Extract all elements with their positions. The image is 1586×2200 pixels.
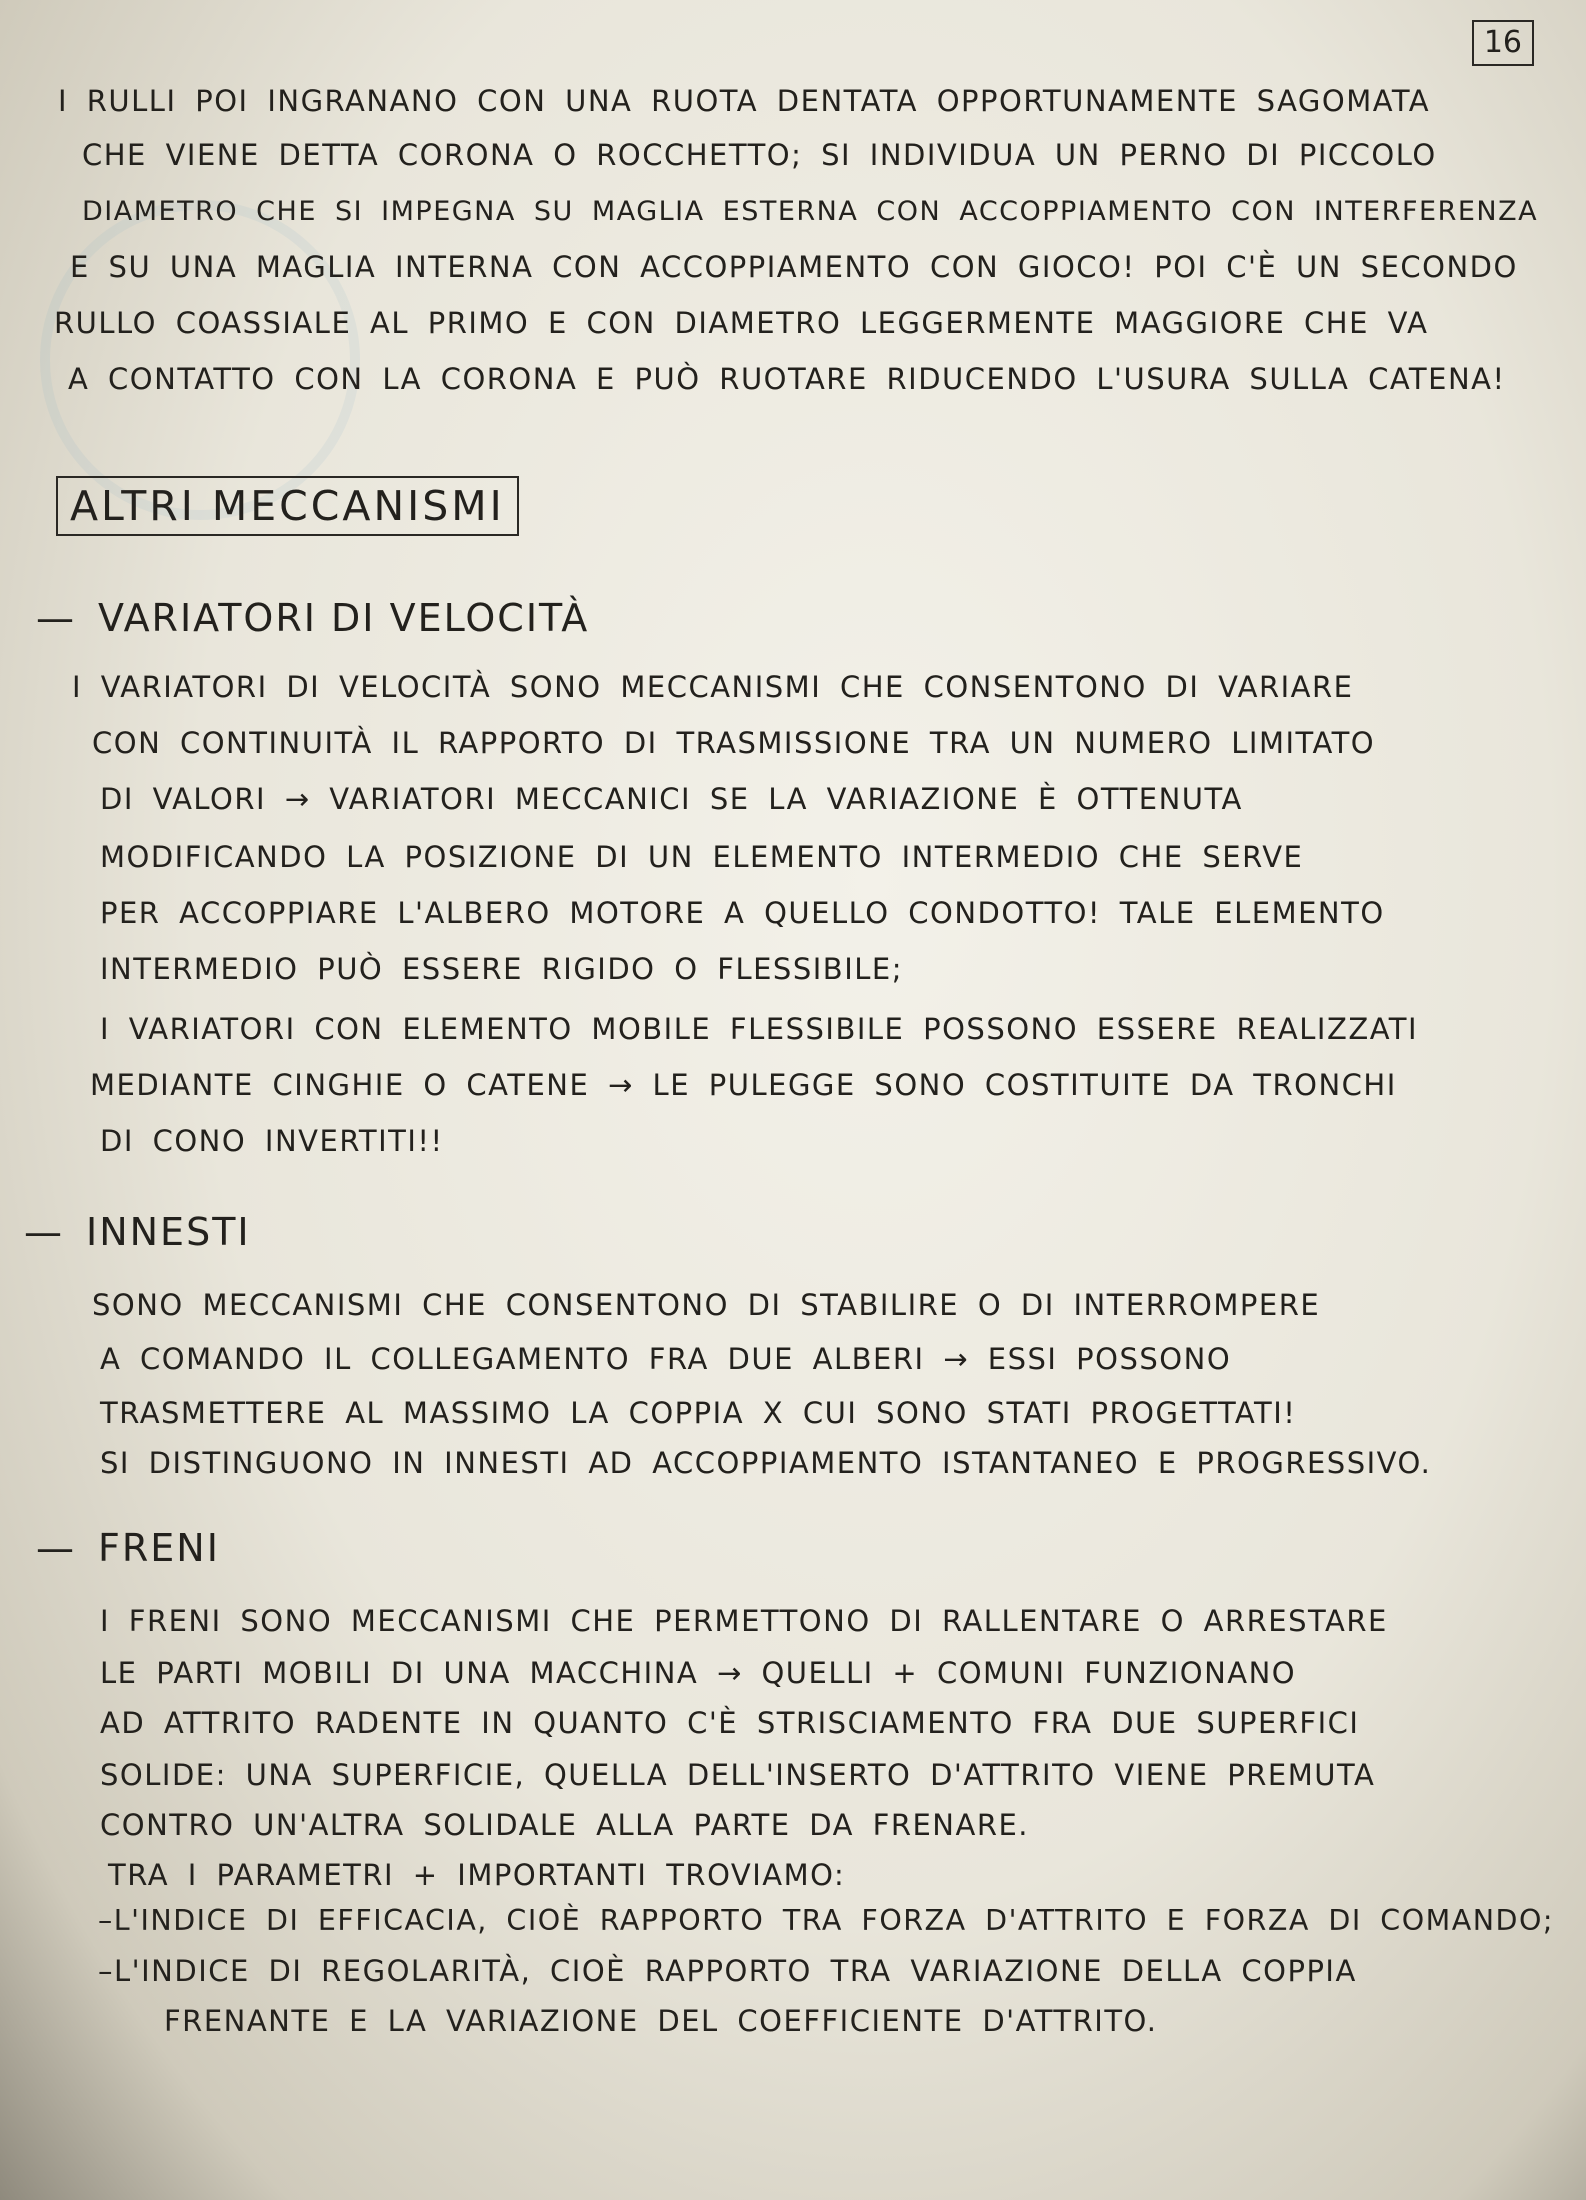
paragraph-line: AD ATTRITO RADENTE IN QUANTO C'È STRISCIAMENTO FRA DUE SUPERFICI	[100, 1706, 1360, 1740]
paragraph-line: CON CONTINUITÀ IL RAPPORTO DI TRASMISSIONE TRA UN NUMERO LIMITATO	[92, 726, 1376, 760]
paragraph-line: CONTRO UN'ALTRA SOLIDALE ALLA PARTE DA FRENARE.	[100, 1808, 1030, 1842]
subheading-variatori: — VARIATORI DI VELOCITÀ	[36, 596, 590, 640]
paragraph-line: MODIFICANDO LA POSIZIONE DI UN ELEMENTO INTERMEDIO CHE SERVE	[100, 840, 1304, 874]
intro-line: A CONTATTO CON LA CORONA E PUÒ RUOTARE RIDUCENDO L'USURA SULLA CATENA!	[68, 362, 1506, 396]
intro-line: E SU UNA MAGLIA INTERNA CON ACCOPPIAMENTO CON GIOCO! POI C'È UN SECONDO	[70, 250, 1518, 284]
paragraph-line: A COMANDO IL COLLEGAMENTO FRA DUE ALBERI → ESSI POSSONO	[100, 1342, 1232, 1376]
paragraph-line: I FRENI SONO MECCANISMI CHE PERMETTONO DI RALLENTARE O ARRESTARE	[100, 1604, 1388, 1638]
list-item-continuation: FRENANTE E LA VARIAZIONE DEL COEFFICIENTE D'ATTRITO.	[164, 2004, 1158, 2038]
paragraph-line: SOLIDE: UNA SUPERFICIE, QUELLA DELL'INSERTO D'ATTRITO VIENE PREMUTA	[100, 1758, 1376, 1792]
subheading-innesti: — INNESTI	[24, 1210, 251, 1254]
paragraph-line: PER ACCOPPIARE L'ALBERO MOTORE A QUELLO CONDOTTO! TALE ELEMENTO	[100, 896, 1385, 930]
paragraph-line: DI CONO INVERTITI!!	[100, 1124, 444, 1158]
paragraph-line: SI DISTINGUONO IN INNESTI AD ACCOPPIAMENTO ISTANTANEO E PROGRESSIVO.	[100, 1446, 1432, 1480]
paragraph-line: SONO MECCANISMI CHE CONSENTONO DI STABILIRE O DI INTERROMPERE	[92, 1288, 1321, 1322]
list-item: –L'INDICE DI EFFICACIA, CIOÈ RAPPORTO TRA FORZA D'ATTRITO E FORZA DI COMANDO;	[98, 1904, 1555, 1937]
page-number: 16	[1472, 20, 1534, 66]
section-title: ALTRI MECCANISMI	[56, 476, 519, 536]
intro-line: I RULLI POI INGRANANO CON UNA RUOTA DENTATA OPPORTUNAMENTE SAGOMATA	[58, 84, 1431, 118]
intro-line: DIAMETRO CHE SI IMPEGNA SU MAGLIA ESTERNA CON ACCOPPIAMENTO CON INTERFERENZA	[82, 196, 1539, 227]
intro-line: RULLO COASSIALE AL PRIMO E CON DIAMETRO LEGGERMENTE MAGGIORE CHE VA	[54, 306, 1429, 340]
paragraph-line: MEDIANTE CINGHIE O CATENE → LE PULEGGE SONO COSTITUITE DA TRONCHI	[90, 1068, 1397, 1102]
list-item: –L'INDICE DI REGOLARITÀ, CIOÈ RAPPORTO TRA VARIAZIONE DELLA COPPIA	[98, 1954, 1357, 1988]
paragraph-line: DI VALORI → VARIATORI MECCANICI SE LA VARIAZIONE È OTTENUTA	[100, 782, 1243, 816]
paragraph-line: TRASMETTERE AL MASSIMO LA COPPIA X CUI SONO STATI PROGETTATI!	[100, 1396, 1297, 1430]
paragraph-line: I VARIATORI DI VELOCITÀ SONO MECCANISMI CHE CONSENTONO DI VARIARE	[72, 670, 1354, 704]
intro-line: CHE VIENE DETTA CORONA O ROCCHETTO; SI INDIVIDUA UN PERNO DI PICCOLO	[82, 138, 1437, 172]
watermark-logo	[40, 200, 360, 520]
subheading-freni: — FRENI	[36, 1526, 220, 1570]
paragraph-line: INTERMEDIO PUÒ ESSERE RIGIDO O FLESSIBILE;	[100, 952, 903, 986]
paragraph-line: LE PARTI MOBILI DI UNA MACCHINA → QUELLI + COMUNI FUNZIONANO	[100, 1656, 1297, 1690]
paragraph-line: I VARIATORI CON ELEMENTO MOBILE FLESSIBILE POSSONO ESSERE REALIZZATI	[100, 1012, 1419, 1046]
paragraph-line: TRA I PARAMETRI + IMPORTANTI TROVIAMO:	[108, 1858, 846, 1892]
